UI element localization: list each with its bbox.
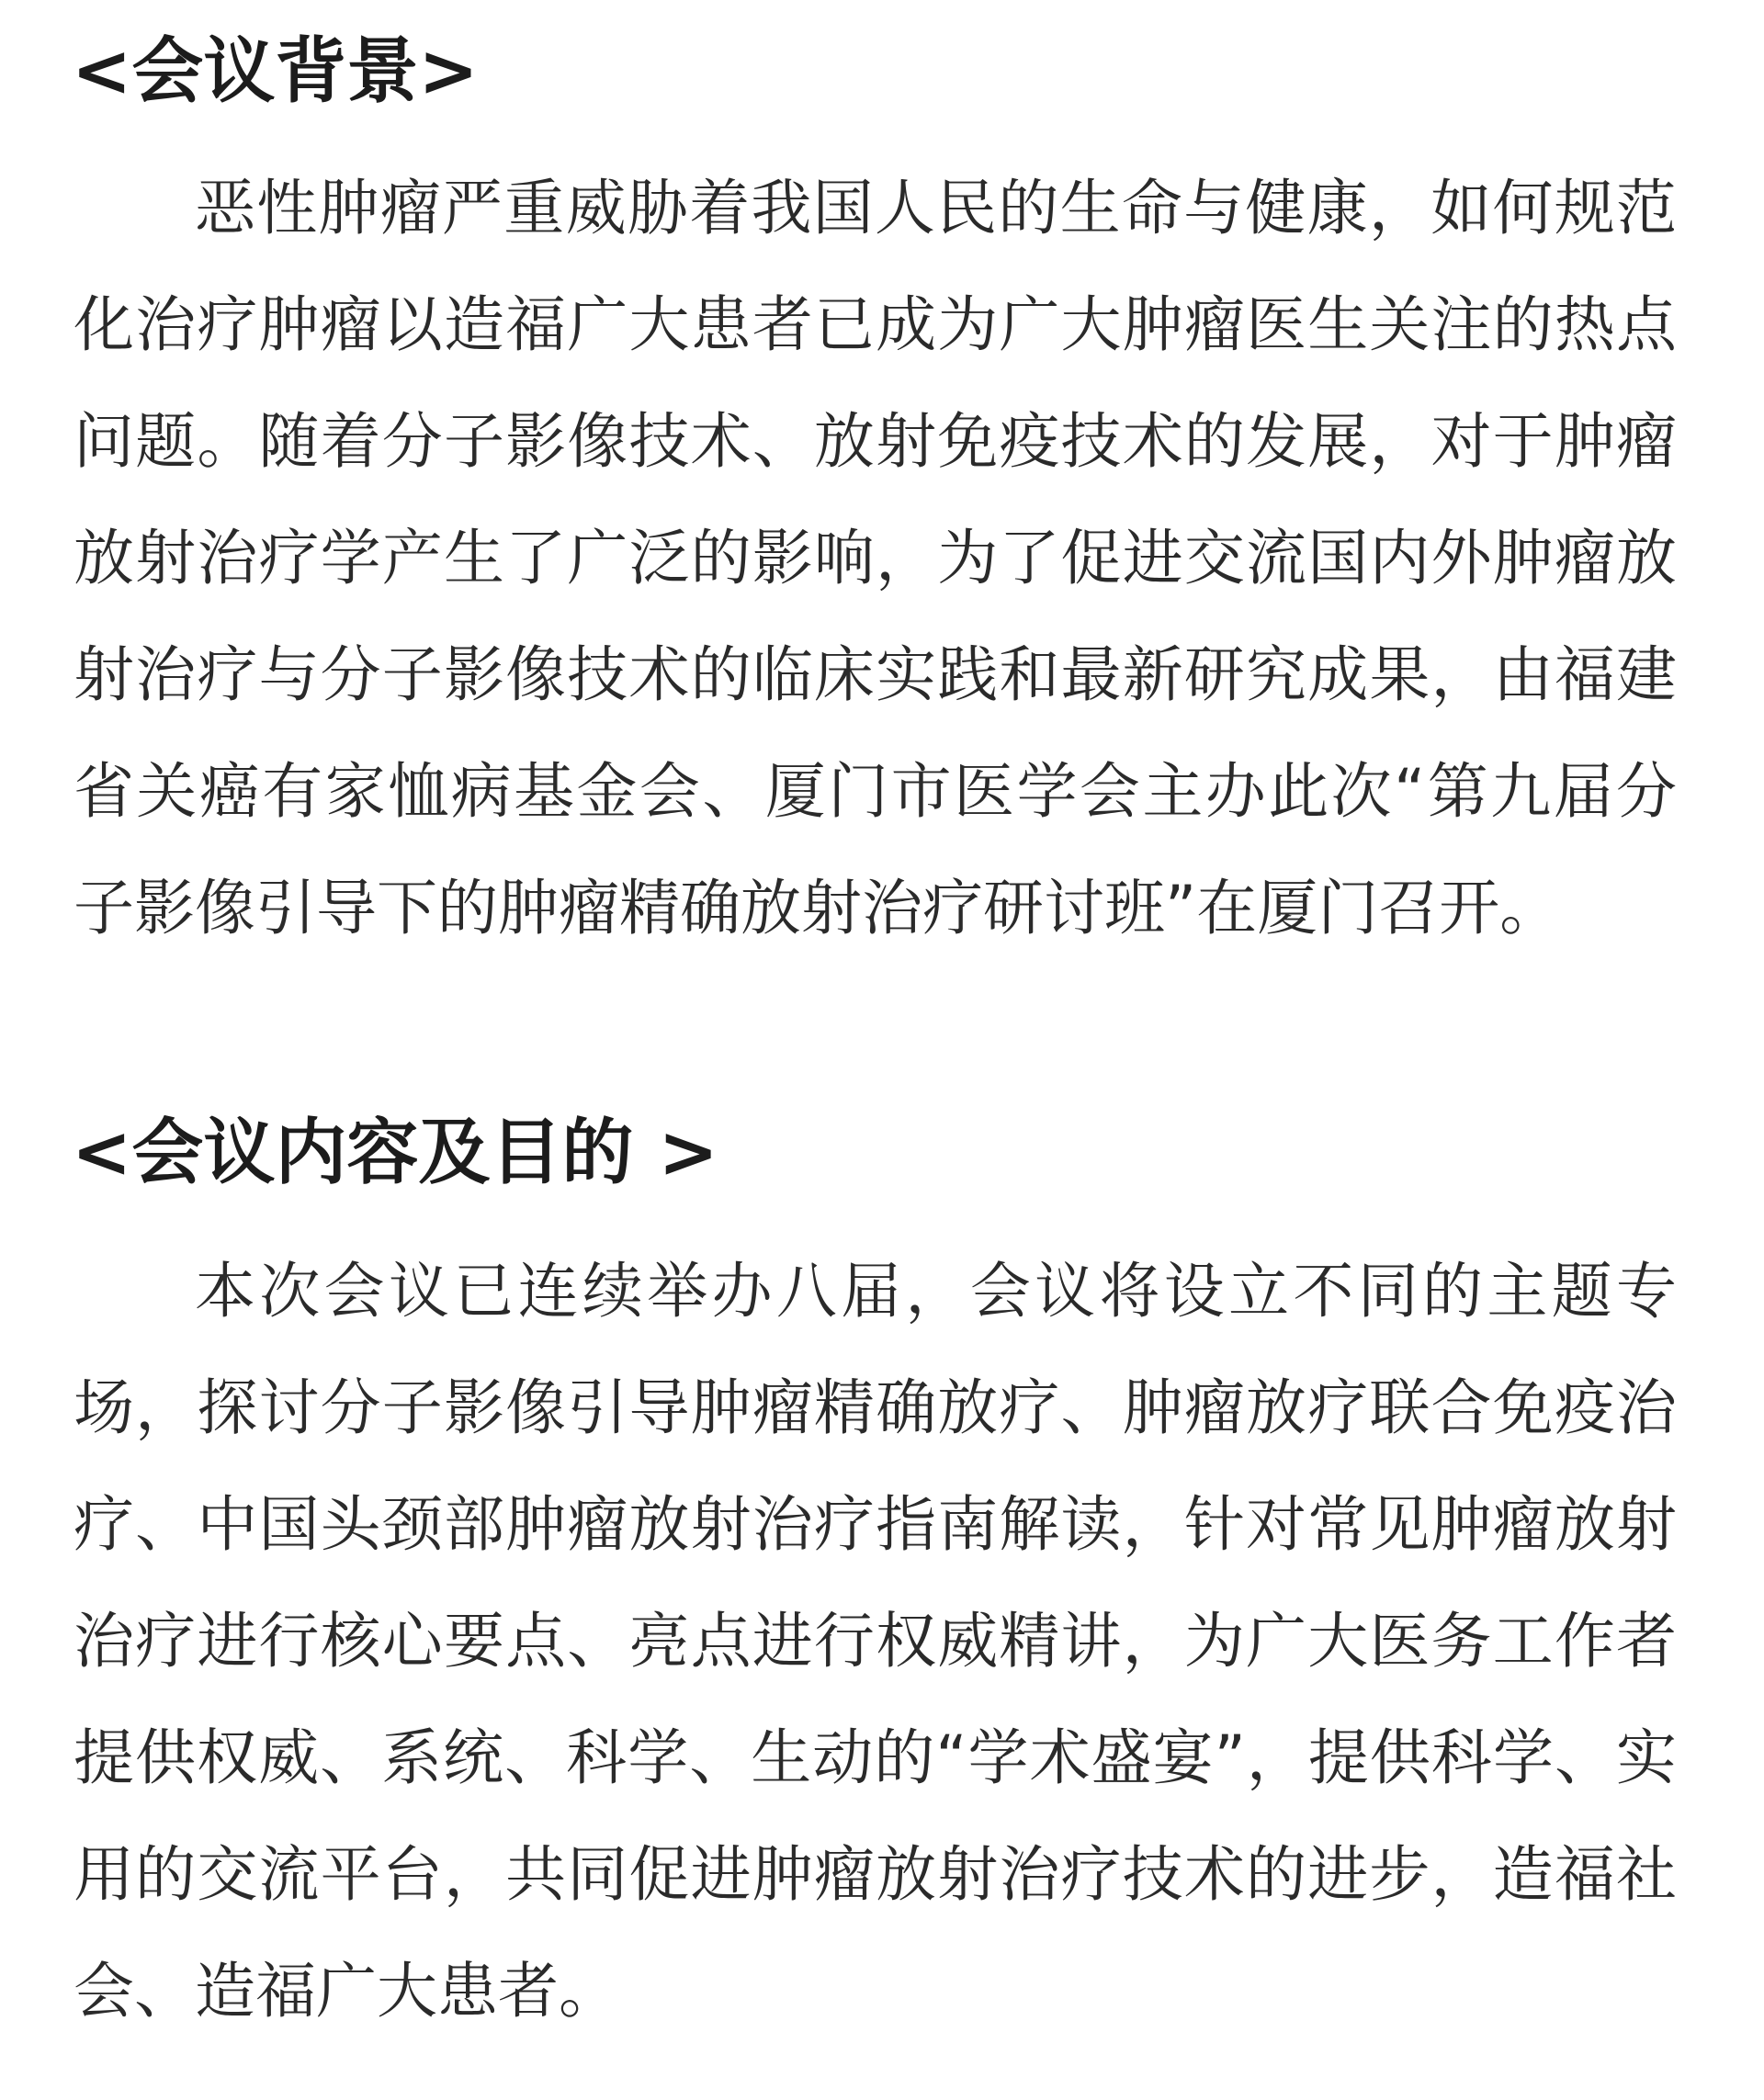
section-body-background: 恶性肿瘤严重威胁着我国人民的生命与健康，如何规范化治疗肿瘤以造福广大患者已成为广大肿瘤医生关注的热点问题。随着分子影像技术、放射免疫技术的发展，对于肿瘤放射治疗学产生了广泛的影响，为了促进交流国内外肿瘤放射治疗与分子影像技术的临床实践和最新研究成果，由福建省关癌有家恤病基金会、厦门市医学会主办此次“第九届分子影像引导下的肿瘤精确放射治疗研讨班”在厦门召开。: [74, 173, 1677, 943]
section-heading-content-purpose: <会议内容及目的 >: [72, 1112, 718, 1194]
section-body-content-purpose: 本次会议已连续举办八届，会议将设立不同的主题专场，探讨分子影像引导肿瘤精确放疗、肿瘤放疗联合免疫治疗、中国头颈部肿瘤放射治疗指南解读，针对常见肿瘤放射治疗进行核心要点、亮点进行权威精讲，为广大医务工作者提供权威、系统、科学、生动的“学术盛宴”，提供科学、实用的交流平台，共同促进肿瘤放射治疗技术的进步，造福社会、造福广大患者。: [74, 1256, 1677, 2027]
section-heading-background: <会议背景>: [72, 30, 479, 113]
